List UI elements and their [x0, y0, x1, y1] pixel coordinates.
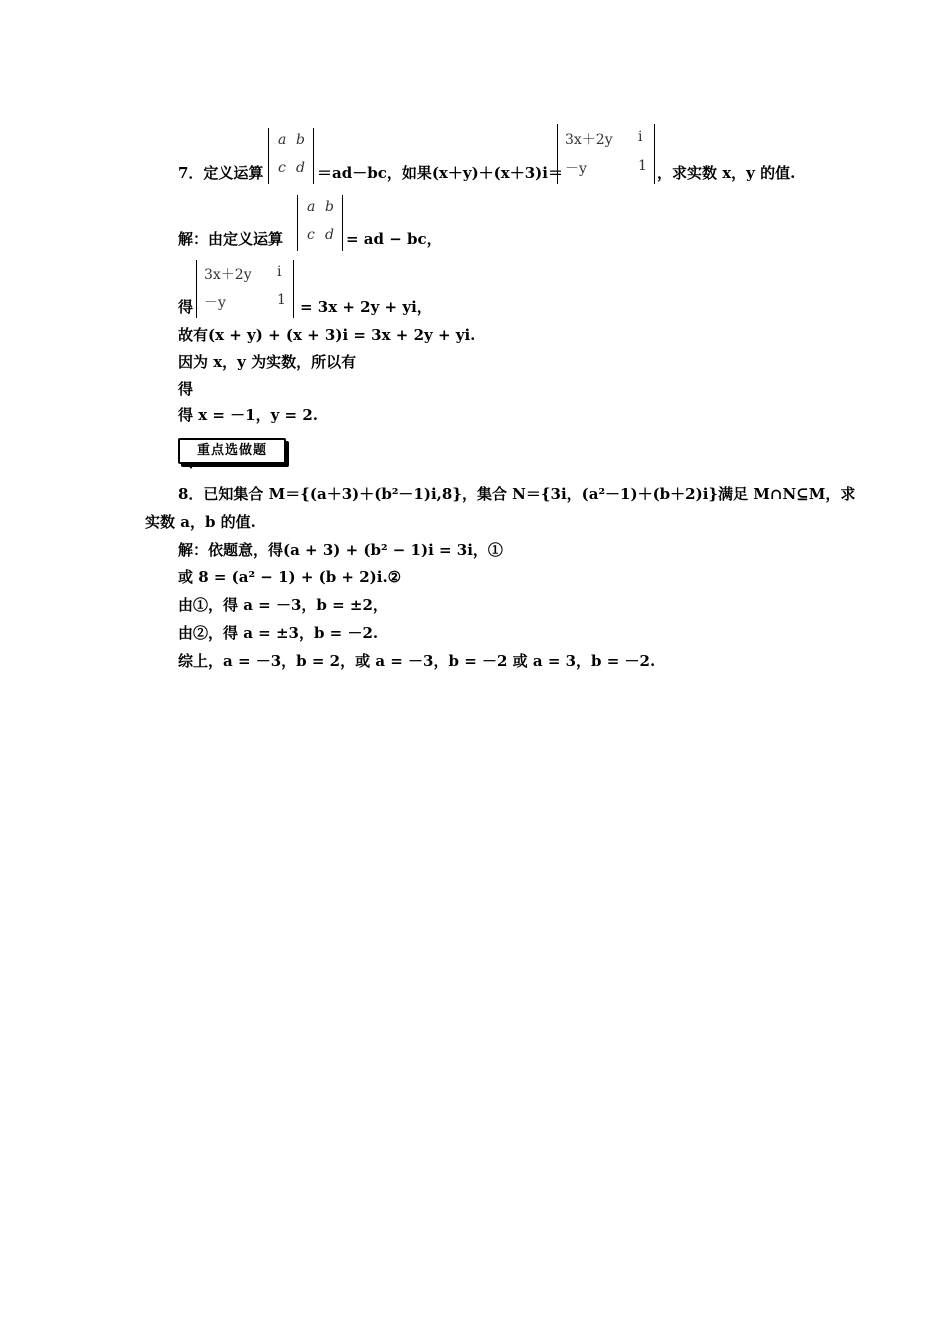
- matrix-cell: －y: [204, 295, 226, 311]
- matrix-cell: a: [278, 132, 287, 148]
- matrix-cell: b: [296, 132, 305, 148]
- matrix-cell: 3x＋2y: [204, 267, 252, 283]
- sol8-line1: 解：依题意，得(a + 3) + (b² − 1)i = 3i，①: [178, 541, 503, 559]
- sol7-line2-suffix: = 3x + 2y + yi，: [300, 298, 432, 316]
- sol7-line6: 得 x = －1，y = 2.: [178, 406, 319, 424]
- sol7-line1-prefix: 解：由定义运算: [178, 230, 284, 248]
- sol7-line5: 得: [178, 380, 194, 398]
- matrix-cell: 1: [638, 158, 647, 174]
- sol8-line3: 由①，得 a = －3，b = ±2，: [178, 596, 388, 614]
- matrix-abcd: [268, 128, 314, 184]
- sol7-line4: 因为 x，y 为实数，所以有: [178, 353, 357, 371]
- matrix-cell: 1: [277, 292, 286, 308]
- sol7-line1-suffix: = ad − bc，: [346, 230, 442, 248]
- matrix-cell: a: [307, 199, 316, 215]
- sol8-line5: 综上，a = －3，b = 2，或 a = －3，b = －2 或 a = 3，b = －2.: [178, 652, 656, 670]
- badge-pointer-icon: [186, 462, 196, 469]
- matrix-cell: 3x＋2y: [565, 132, 613, 148]
- key-problems-badge: 重点选做题: [178, 438, 286, 464]
- matrix-cell: d: [296, 160, 305, 176]
- q8-line1: 8．已知集合 M＝{(a＋3)＋(b²－1)i,8}，集合 N＝{3i，(a²－1)＋(b＋2)i}满足 M∩N⊆M，求: [178, 485, 856, 503]
- q7-definition: ＝ad－bc，如果(x＋y)＋(x＋3)i＝: [317, 164, 563, 182]
- matrix-cell: c: [307, 227, 315, 243]
- q7-prefix: 7．定义运算: [178, 164, 264, 182]
- sol8-line2: 或 8 = (a² − 1) + (b + 2)i.②: [178, 568, 402, 586]
- matrix-cell: i: [638, 129, 643, 145]
- matrix-xy: [557, 124, 655, 184]
- matrix-cell: i: [277, 264, 282, 280]
- matrix-abcd-solution: [297, 195, 343, 251]
- sol8-line4: 由②，得 a = ±3，b = －2.: [178, 624, 379, 642]
- sol7-line2-prefix: 得: [178, 298, 194, 316]
- sol7-line3: 故有(x + y) + (x + 3)i = 3x + 2y + yi.: [178, 326, 476, 344]
- matrix-cell: －y: [565, 161, 587, 177]
- q8-line2: 实数 a，b 的值.: [145, 513, 256, 531]
- q7-suffix: ，求实数 x，y 的值.: [657, 164, 796, 182]
- matrix-cell: c: [278, 160, 286, 176]
- matrix-cell: d: [325, 227, 334, 243]
- matrix-cell: b: [325, 199, 334, 215]
- matrix-xy-solution: [196, 260, 294, 318]
